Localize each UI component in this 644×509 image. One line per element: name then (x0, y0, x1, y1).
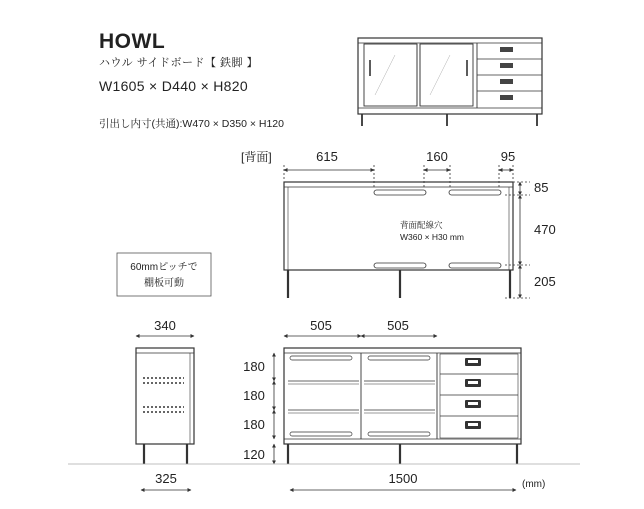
drawer-handles (465, 358, 481, 429)
dim-505-left: 505 (310, 318, 332, 333)
dim-160: 160 (426, 149, 448, 164)
wiring-hole-label: 背面配線穴 (400, 220, 443, 230)
dim-180-c: 180 (243, 417, 265, 432)
dim-505-right: 505 (387, 318, 409, 333)
side-view (136, 348, 194, 464)
dim-1500: 1500 (388, 471, 418, 486)
back-view (284, 182, 513, 298)
shelf-note-line1: 60mmピッチで (130, 262, 198, 273)
product-title: HOWL (99, 30, 166, 53)
dim-180-a: 180 (243, 359, 265, 374)
side-view-dimensions (136, 336, 194, 490)
dim-325: 325 (155, 471, 177, 486)
dim-95: 95 (500, 149, 516, 164)
front-view (284, 348, 521, 464)
dim-180-b: 180 (243, 388, 265, 403)
dim-615: 615 (316, 149, 338, 164)
dim-470: 470 (534, 222, 556, 237)
back-view-label: [背面] (241, 150, 272, 164)
thumbnail-front-view (358, 38, 542, 126)
dim-340: 340 (154, 318, 176, 333)
wiring-hole-size: W360 × H30 mm (400, 232, 465, 242)
dim-120: 120 (243, 447, 265, 462)
shelf-note-box (117, 253, 211, 296)
product-dimensions: W1605 × D440 × H820 (99, 78, 248, 94)
drawer-inner-dimensions: 引出し内寸(共通):W470 × D350 × H120 (99, 118, 284, 130)
product-subtitle: ハウル サイドボード【 鉄脚 】 (99, 57, 259, 69)
shelf-note-line2: 棚板可動 (144, 278, 184, 289)
dim-205: 205 (534, 274, 556, 289)
unit-label: (mm) (522, 479, 546, 490)
dim-85: 85 (534, 180, 549, 195)
